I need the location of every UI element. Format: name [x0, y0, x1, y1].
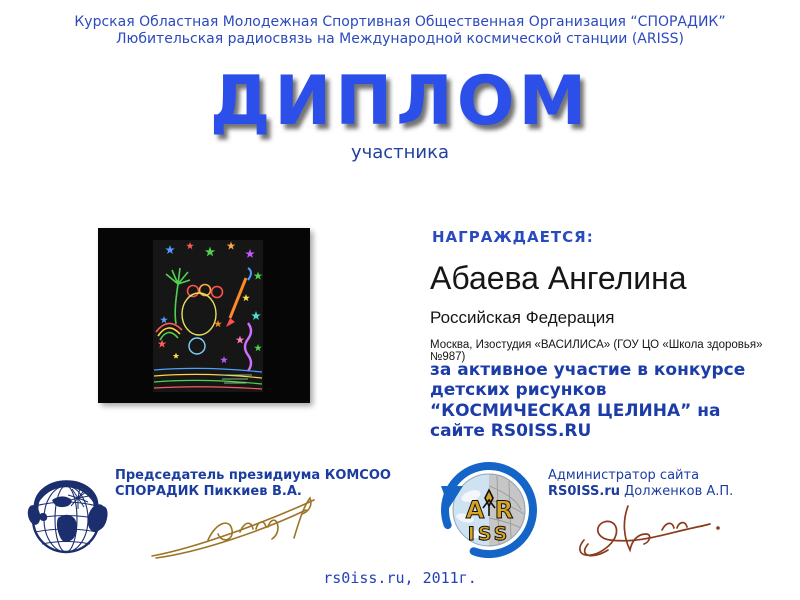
awarded-label: НАГРАЖДАЕТСЯ:	[432, 228, 594, 246]
recipient-country: Российская Федерация	[430, 308, 615, 327]
ariss-letter-a: A	[465, 496, 485, 524]
right-signatory-name: Долженков А.П.	[620, 484, 734, 499]
right-signatory-site: RS0ISS.ru	[548, 484, 621, 499]
ariss-letter-r: R	[494, 496, 514, 524]
right-signature	[566, 490, 731, 569]
right-signature-icon	[566, 490, 731, 565]
left-signatory-role-line2: СПОРАДИК Пиккиев В.А.	[115, 484, 302, 499]
diploma-title: ДИПЛОМ	[209, 62, 591, 141]
left-signature	[146, 492, 326, 568]
left-signatory-role-line1: Председатель президиума КОМСОО	[115, 468, 391, 483]
ariss-letters-iss: ISS	[467, 523, 511, 545]
sporadik-globe-logo	[22, 458, 110, 564]
organization-header	[0, 14, 800, 48]
artwork-photo	[98, 228, 310, 403]
header-line-2: Любительская радиосвязь на Международной космической станции (ARISS)	[116, 31, 684, 47]
right-signatory-role-line1: Администратор сайта	[548, 468, 700, 483]
award-reason: за активное участие в конкурсе детских рисунков “КОСМИЧЕСКАЯ ЦЕЛИНА” на сайте RS0ISS.RU	[430, 360, 746, 442]
ariss-logo	[437, 456, 537, 566]
header-line-1: Курская Областная Молодежная Спортивная Общественная Организация “СПОРАДИК”	[74, 14, 726, 30]
left-signature-icon	[146, 492, 326, 564]
diploma-subtitle: участника	[350, 142, 450, 163]
globe-headphones-icon	[22, 458, 110, 560]
recipient-name: Абаева Ангелина	[430, 260, 687, 296]
children-drawing	[98, 228, 310, 403]
footer-site-year: rs0iss.ru, 2011г.	[323, 569, 477, 587]
recipient-school: Москва, Изостудия «ВАСИЛИСА» (ГОУ ЦО «Школа здоровья» №987)	[430, 339, 763, 363]
ariss-logo-icon	[437, 456, 537, 562]
